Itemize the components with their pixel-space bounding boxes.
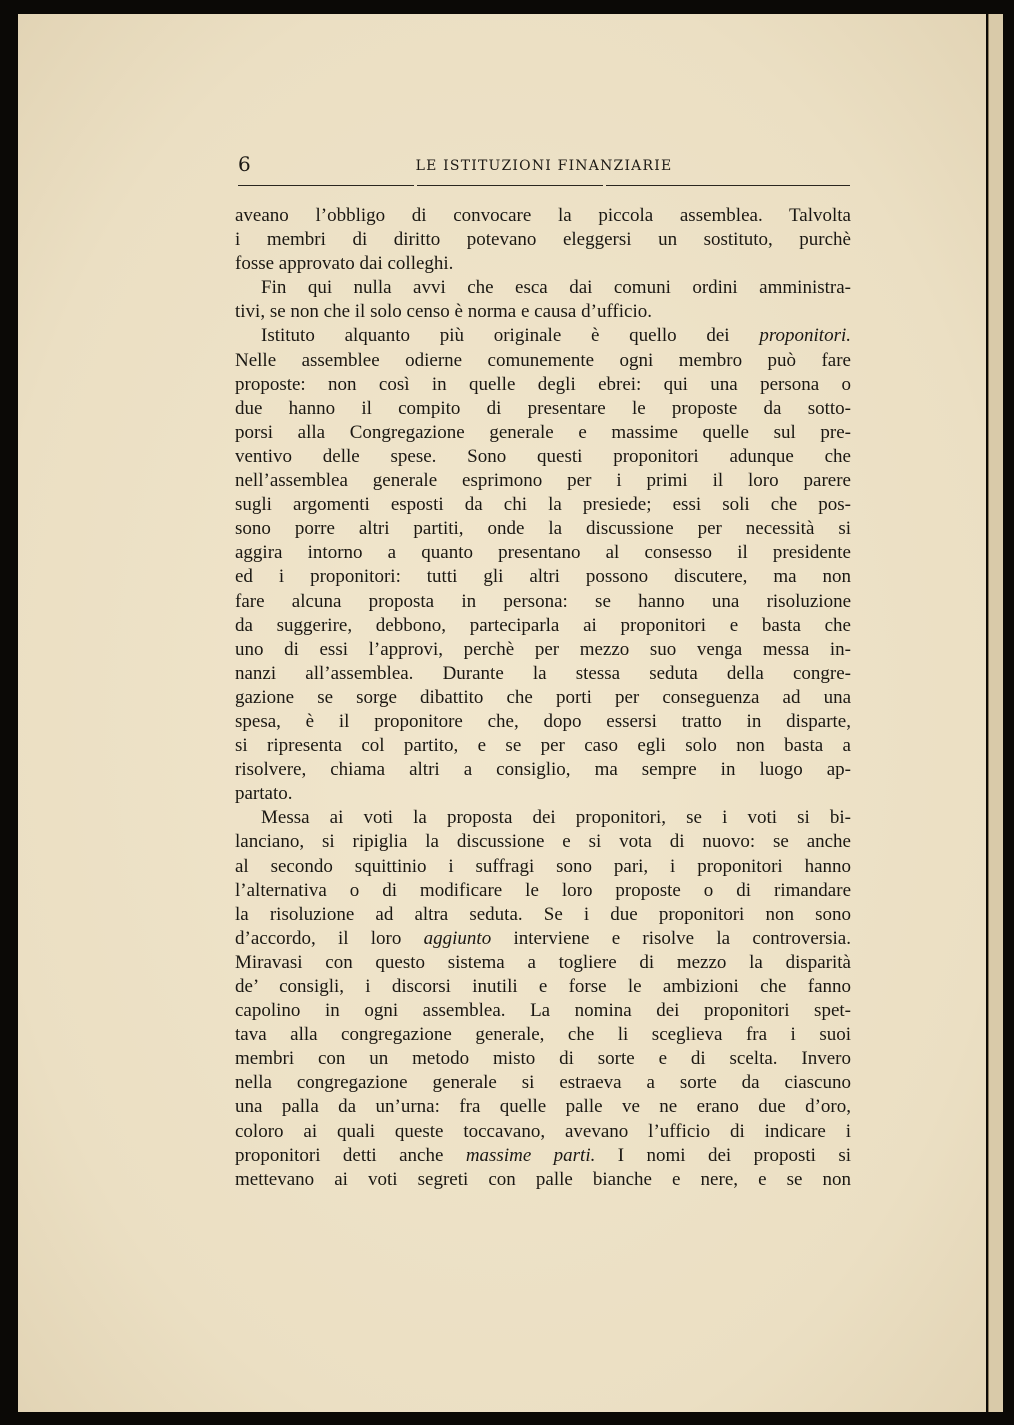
italic-term: aggiunto [423,927,492,949]
text-line: una palla da un’urna: fra quelle palle ve ne erano due d’oro, [235,1096,851,1118]
text-line: nella congregazione generale si estraeva a sorte da ciascuno [235,1072,851,1094]
text-line: coloro ai quali queste toccavano, avevano l’ufficio di indicare i [235,1120,851,1142]
text-line: fare alcuna proposta in persona: se hanno una risoluzione [235,590,851,612]
header-rule [606,185,850,186]
text-line: aveano l’obbligo di convocare la piccola assemblea. Talvolta [235,205,851,226]
text-line: aggira intorno a quanto presentano al consesso il presidente [235,542,851,564]
text-line: Istituto alquanto più originale è quello dei proponitori. [261,325,851,347]
text-line: porsi alla Congregazione generale e massime quelle sul pre- [235,421,851,443]
text-line: mettevano ai voti segreti con palle bianche e nere, e se non [235,1168,851,1190]
text-line: Miravasi con questo sistema a togliere di mezzo la disparità [235,951,851,973]
italic-term: massime parti. [465,1144,596,1166]
text-line: i membri di diritto potevano eleggersi un sostituto, purchè [235,229,851,251]
text-line: da suggerire, debbono, parteciparla ai proponitori e basta che [235,614,851,636]
page-number: 6 [238,152,251,176]
text-line: capolino in ogni assemblea. La nomina dei proponitori spet- [235,1000,851,1022]
text-line: tava alla congregazione generale, che li sceglieva fra i suoi [235,1024,851,1046]
text-line: ed i proponitori: tutti gli altri possono discutere, ma non [235,566,851,588]
header-rule [238,185,414,186]
text-line: lanciano, si ripiglia la discussione e si vota di nuovo: se anche [235,831,851,853]
text-line: proponitori detti anche massime parti. I nomi dei proposti si [235,1144,851,1166]
text-line: Fin qui nulla avvi che esca dai comuni ordini amministra- [261,277,851,299]
running-title: LE ISTITUZIONI FINANZIARIE [415,158,673,174]
text-line: spesa, è il proponitore che, dopo essersi tratto in disparte, [235,710,851,732]
text-line: risolvere, chiama altri a consiglio, ma sempre in luogo ap- [235,759,851,781]
text-line: de’ consigli, i discorsi inutili e forse le ambizioni che fanno [235,976,851,997]
text-line: sugli argomenti esposti da chi la presiede; essi soli che pos- [235,494,851,516]
text-line: la risoluzione ad altra seduta. Se i due proponitori non sono [235,903,851,925]
adjacent-page-edge [988,14,1003,1412]
header-rule [417,185,603,186]
text-line: d’accordo, il loro aggiunto interviene e risolve la controversia. [235,927,851,949]
text-line: sono porre altri partiti, onde la discussione per necessità si [235,518,851,540]
italic-term: proponitori. [759,325,851,347]
text-line: membri con un metodo misto di sorte e di scelta. Invero [235,1048,851,1070]
text-line: l’alternativa o di modificare le loro proposte o di rimandare [235,879,851,901]
text-line: partato. [235,783,293,805]
text-line: si ripresenta col partito, e se per caso egli solo non basta a [235,735,851,757]
text-line: ventivo delle spese. Sono questi proponitori adunque che [235,445,851,467]
text-line: Nelle assemblee odierne comunemente ogni membro può fare [235,349,851,371]
text-line: due hanno il compito di presentare le proposte da sotto- [235,397,851,419]
text-line: nanzi all’assemblea. Durante la stessa seduta della congre- [235,662,851,684]
text-line: tivi, se non che il solo censo è norma e causa d’ufficio. [235,301,652,323]
body-text [235,204,851,1192]
text-line: al secondo squittinio i suffragi sono pari, i proponitori hanno [235,855,851,877]
text-line: fosse approvato dai colleghi. [235,253,454,275]
text-line: proposte: non così in quelle degli ebrei: qui una persona o [235,373,851,395]
text-line: gazione se sorge dibattito che porti per conseguenza ad una [235,686,851,708]
text-line: Messa ai voti la proposta dei proponitori, se i voti si bi- [261,807,851,829]
text-line: uno di essi l’approvi, perchè per mezzo suo venga messa in- [235,638,851,660]
text-line: nell’assemblea generale esprimono per i primi il loro parere [235,470,851,492]
